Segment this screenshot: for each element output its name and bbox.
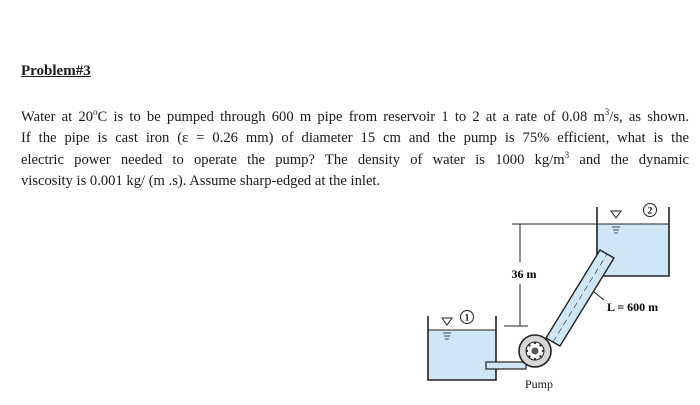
length-label: L = 600 m (607, 300, 659, 314)
reservoir-1-marker: 1 (464, 312, 470, 323)
problem-text-part: and the dynamic (579, 151, 689, 168)
reservoir-2-marker: 2 (647, 205, 653, 216)
problem-line-4: viscosity is 0.001 kg/ (m .s). Assume sharp-edged at the inlet. (21, 173, 381, 190)
problem-line-2: If the pipe is cast iron (ε = 0.26 mm) of diameter 15 cm and the pump is 75% efficient, what is the (21, 130, 689, 147)
suction-pipe (486, 362, 526, 369)
problem-text-part: Water at 20 (21, 109, 94, 125)
degree-sign: o (93, 107, 98, 118)
pump (519, 335, 551, 367)
free-surface-icon (611, 211, 621, 218)
length-annotation (594, 292, 658, 314)
problem-text-part: electric power needed to operate the pump? The density of water is 1000 kg/m (21, 151, 565, 168)
reservoir-1-water (428, 330, 496, 380)
problem-heading: Problem#3 (21, 63, 91, 79)
cube-exponent: 3 (564, 149, 570, 160)
problem-text-part: C is to be pumped through 600 m pipe from reservoir 1 to 2 at a rate of 0.08 m (97, 109, 605, 125)
pump-label: Pump (524, 377, 554, 391)
problem-text-part: /s, as shown. (609, 109, 689, 125)
height-label: 36 m (511, 267, 537, 281)
height-dimension (504, 224, 597, 326)
cube-exponent: 3 (604, 107, 610, 118)
discharge-pipe (546, 250, 614, 346)
free-surface-icon (442, 318, 452, 325)
